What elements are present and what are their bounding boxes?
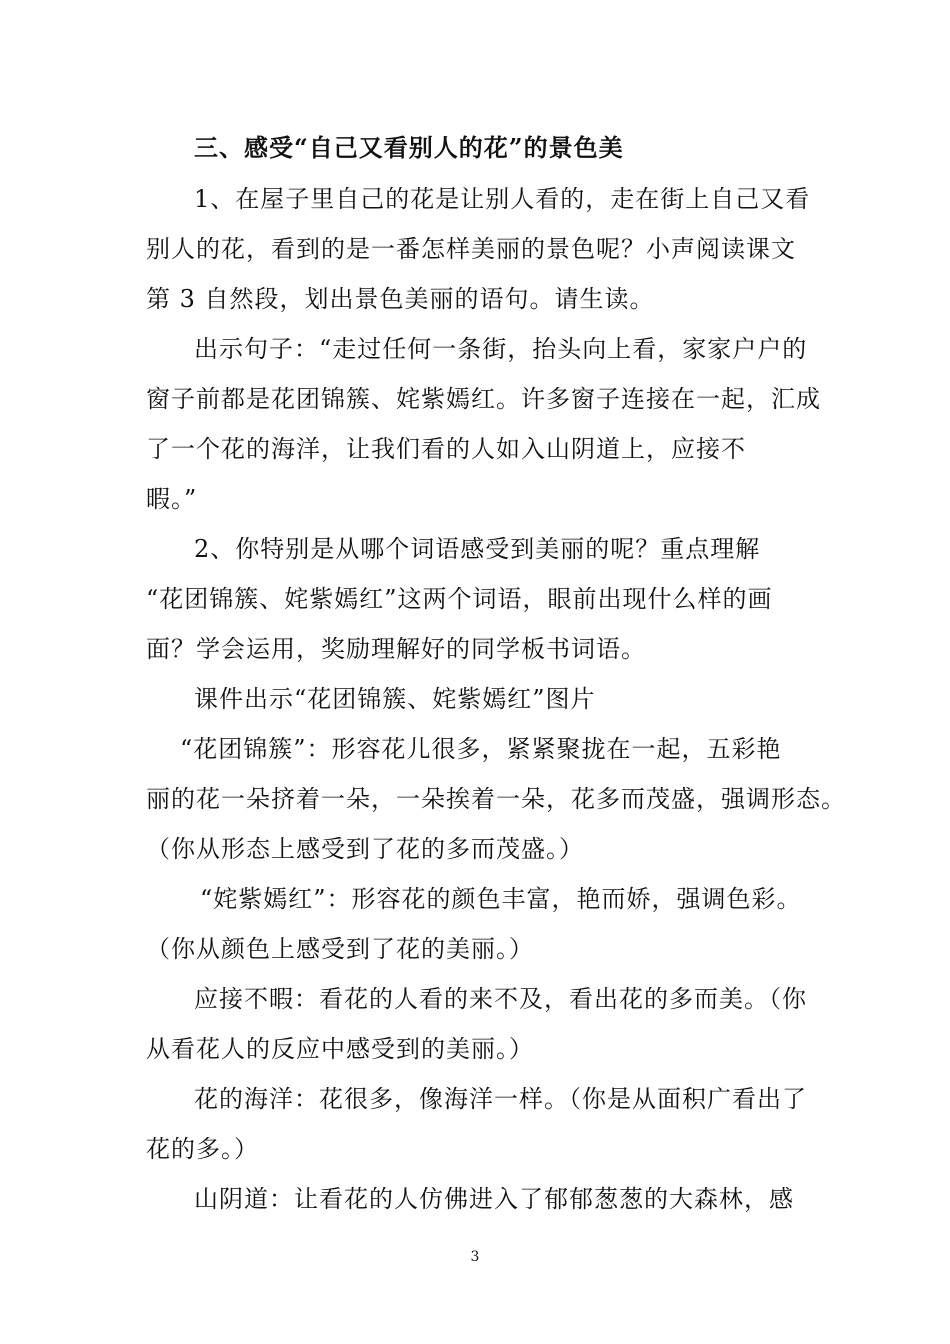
text-line: 别人的花，看到的是一番怎样美丽的景色呢？小声阅读课文 [146,235,796,263]
text-line: 从看花人的反应中感受到的美丽。） [146,1035,534,1063]
text-line: 花的多。） [146,1135,259,1163]
text-line: 第 3 自然段，划出景色美丽的语句。请生读。 [146,285,655,313]
text-line: 窗子前都是花团锦簇、姹紫嫣红。许多窗子连接在一起，汇成 [146,385,821,413]
text-line: （你从颜色上感受到了花的美丽。） [146,935,534,963]
text-line: 花的海洋：花很多，像海洋一样。（你是从面积广看出了 [194,1085,807,1113]
text-line: 课件出示“花团锦簇、姹紫嫣红”图片 [194,685,596,713]
text-line: “姹紫嫣红”：形容花的颜色丰富，艳而娇，强调色彩。 [200,885,802,913]
text-line: 1、在屋子里自己的花是让别人看的，走在街上自己又看 [194,185,811,213]
section-heading: 三、感受“自己又看别人的花”的景色美 [194,133,624,162]
text-line: “花团锦簇、姹紫嫣红”这两个词语，眼前出现什么样的画 [146,585,773,613]
text-line: 面？学会运用，奖励理解好的同学板书词语。 [146,635,646,663]
page-number: 3 [470,1249,480,1265]
text-line: 出示句子：“走过任何一条街，抬头向上看，家家户户的 [194,335,808,363]
text-line: 2、你特别是从哪个词语感受到美丽的呢？重点理解 [194,535,761,563]
text-line: 山阴道：让看花的人仿佛进入了郁郁葱葱的大森林，感 [194,1185,794,1213]
text-line: “花团锦簇”：形容花儿很多，紧紧聚拢在一起，五彩艳 [180,735,782,763]
text-line: 暇。” [146,485,198,513]
text-line: 丽的花一朵挤着一朵，一朵挨着一朵，花多而茂盛，强调形态。 [146,785,846,813]
text-line: 了一个花的海洋，让我们看的人如入山阴道上，应接不 [146,435,746,463]
text-line: （你从形态上感受到了花的多而茂盛。） [146,835,584,863]
text-line: 应接不暇：看花的人看的来不及，看出花的多而美。（你 [194,985,807,1013]
